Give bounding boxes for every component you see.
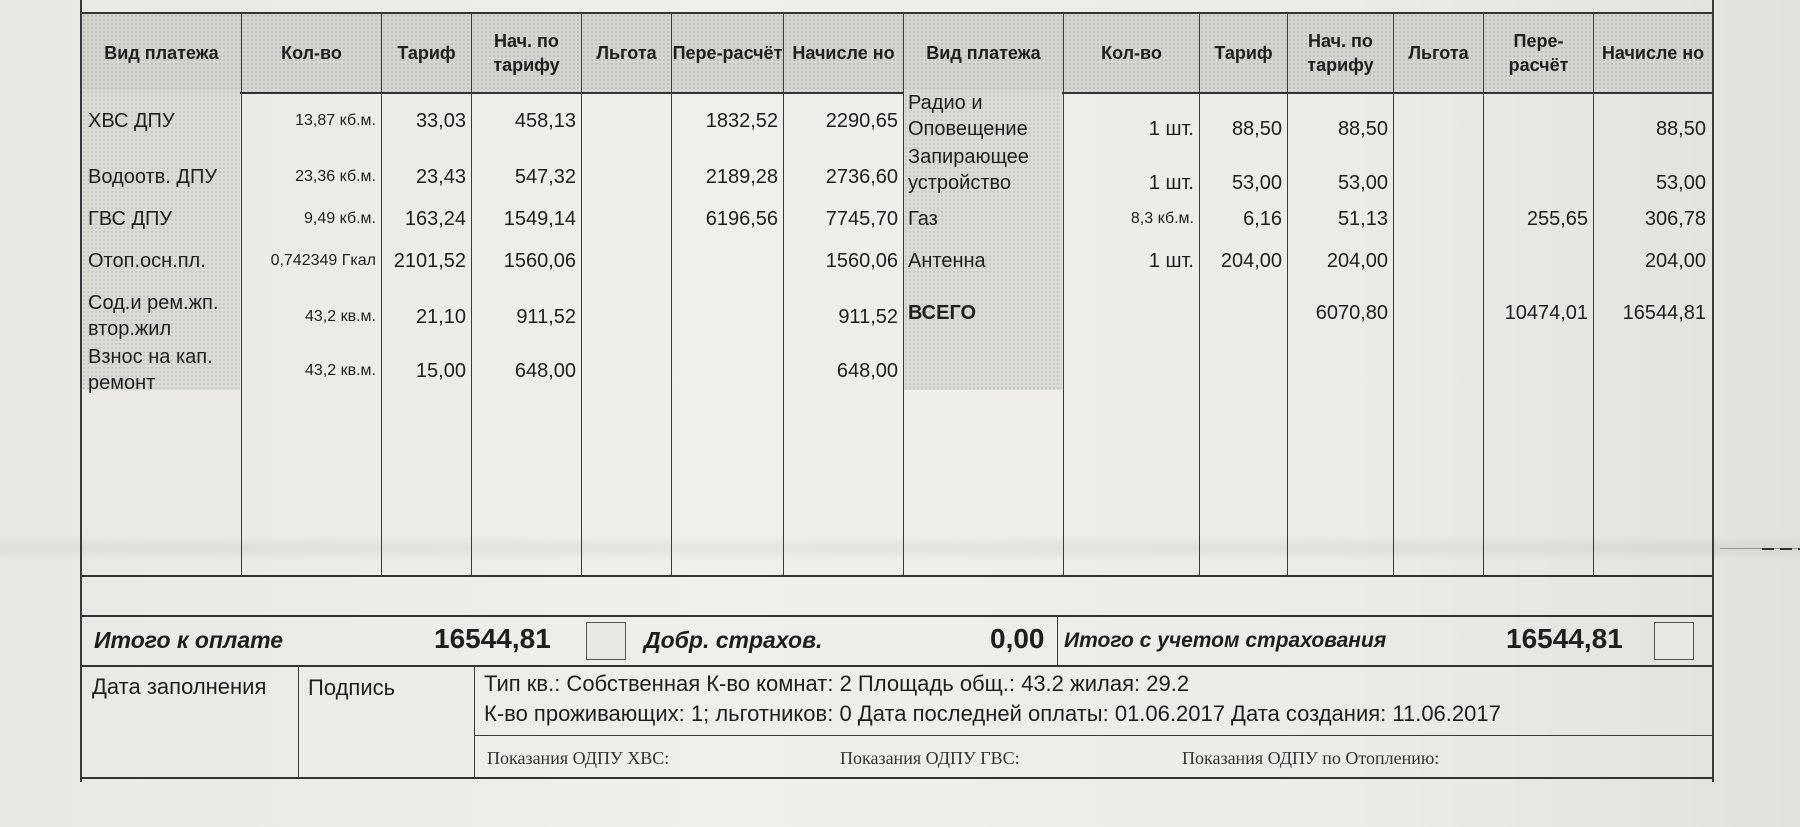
left-row-5-payment-type: Взнос на кап. ремонт xyxy=(88,346,213,394)
right-row-3-total: 204,00 xyxy=(1644,250,1706,272)
left-row-2-payment-type: ГВС ДПУ xyxy=(88,208,173,230)
body-column-left-quantity xyxy=(242,90,382,575)
table-body xyxy=(82,90,1712,577)
right-row-1-total: 53,00 xyxy=(1655,172,1706,194)
header-left-recalc: Пере-расчёт xyxy=(672,14,784,92)
left-row-3-tariff: 2101,52 xyxy=(393,250,466,272)
left-row-1-recalc: 2189,28 xyxy=(705,166,778,188)
header-right-tariff: Тариф xyxy=(1200,14,1288,92)
right-row-3-tariff: 204,00 xyxy=(1220,250,1282,272)
totals-row xyxy=(82,615,1712,667)
right-row-4-recalc: 10474,01 xyxy=(1504,302,1588,324)
left-row-4-quantity: 43,2 кв.м. xyxy=(305,308,376,325)
table-header xyxy=(82,12,1712,94)
body-column-right-quantity xyxy=(1064,90,1200,575)
right-row-0-tariff: 88,50 xyxy=(1231,118,1282,140)
odpu-gvs-label: Показания ОДПУ ГВС: xyxy=(840,748,1020,768)
apartment-info-line2: К-во проживающих: 1; льготников: 0 Дата последней оплаты: 01.06.2017 Дата создания: 11.06.2017 xyxy=(484,701,1501,726)
left-row-5-tariff: 15,00 xyxy=(415,360,466,382)
body-column-left-benefit xyxy=(582,90,672,575)
right-row-1-payment-type: Запирающее устройство xyxy=(908,146,1029,194)
left-row-3-charge: 1560,06 xyxy=(503,250,576,272)
left-row-3-quantity: 0,742349 Гкал xyxy=(270,252,376,269)
left-row-1-total: 2736,60 xyxy=(825,166,898,188)
right-row-3-charge: 204,00 xyxy=(1326,250,1388,272)
body-column-left-total xyxy=(784,90,904,575)
cut-marks xyxy=(1762,548,1800,550)
right-row-2-recalc: 255,65 xyxy=(1526,208,1588,230)
total-to-pay-label: Итого к оплате xyxy=(94,627,284,653)
insurance-label: Добр. страхов. xyxy=(644,627,823,653)
header-right-quantity: Кол-во xyxy=(1064,14,1200,92)
body-column-left-tariff xyxy=(382,90,472,575)
header-left-charge: Нач. по тарифу xyxy=(472,14,582,92)
footer-row xyxy=(82,665,1712,779)
left-row-4-charge: 911,52 xyxy=(516,306,576,328)
right-row-1-quantity: 1 шт. xyxy=(1148,172,1194,194)
right-row-2-total: 306,78 xyxy=(1644,208,1706,230)
right-row-2-quantity: 8,3 кб.м. xyxy=(1130,210,1194,227)
right-row-1-charge: 53,00 xyxy=(1337,172,1388,194)
left-row-1-tariff: 23,43 xyxy=(415,166,466,188)
left-row-2-total: 7745,70 xyxy=(825,208,898,230)
body-column-left-recalc xyxy=(672,90,784,575)
header-right-payment-type: Вид платежа xyxy=(904,14,1064,92)
right-row-3-payment-type: Антенна xyxy=(908,250,986,272)
right-row-1-tariff: 53,00 xyxy=(1231,172,1282,194)
header-left-benefit: Льгота xyxy=(582,14,672,92)
body-column-right-tariff xyxy=(1200,90,1288,575)
right-row-4-payment-type: ВСЕГО xyxy=(908,302,977,324)
header-left-tariff: Тариф xyxy=(382,14,472,92)
left-row-3-total: 1560,06 xyxy=(825,250,898,272)
with-insurance-label: Итого с учетом страхования xyxy=(1064,629,1387,652)
header-right-charge: Нач. по тарифу xyxy=(1288,14,1394,92)
header-right-benefit: Льгота xyxy=(1394,14,1484,92)
odpu-hvs-label: Показания ОДПУ ХВС: xyxy=(487,748,670,768)
header-right-recalc: Пере-расчёт xyxy=(1484,14,1594,92)
right-row-2-charge: 51,13 xyxy=(1337,208,1388,230)
left-row-0-tariff: 33,03 xyxy=(415,110,466,132)
header-right-total: Начисле но xyxy=(1594,14,1712,92)
total-to-pay-checkbox[interactable] xyxy=(586,622,626,660)
right-row-4-total: 16544,81 xyxy=(1622,302,1706,324)
header-left-payment-type: Вид платежа xyxy=(82,14,242,92)
with-insurance-value: 16544,81 xyxy=(1506,623,1623,654)
left-row-2-quantity: 9,49 кб.м. xyxy=(304,210,376,227)
left-row-2-charge: 1549,14 xyxy=(503,208,576,230)
right-row-0-total: 88,50 xyxy=(1655,118,1706,140)
odpu-heating-label: Показания ОДПУ по Отоплению: xyxy=(1182,748,1440,768)
utility-bill-table xyxy=(80,0,1714,782)
right-row-2-tariff: 6,16 xyxy=(1243,208,1282,230)
right-row-4-charge: 6070,80 xyxy=(1315,302,1388,324)
left-row-2-recalc: 6196,56 xyxy=(705,208,778,230)
footer-divider-1 xyxy=(298,665,299,777)
body-column-right-benefit xyxy=(1394,90,1484,575)
right-row-2-payment-type: Газ xyxy=(908,208,938,230)
with-insurance-checkbox[interactable] xyxy=(1654,622,1694,660)
left-row-3-payment-type: Отоп.осн.пл. xyxy=(88,250,206,272)
right-row-0-payment-type: Радио и Оповещение xyxy=(908,92,1028,140)
left-row-0-quantity: 13,87 кб.м. xyxy=(295,112,376,129)
signature-label: Подпись xyxy=(308,675,396,700)
left-row-4-tariff: 21,10 xyxy=(415,306,466,328)
total-to-pay-value: 16544,81 xyxy=(434,623,551,654)
left-row-4-payment-type: Сод.и рем.жп. втор.жил xyxy=(88,292,219,340)
left-row-2-tariff: 163,24 xyxy=(404,208,466,230)
left-row-0-total: 2290,65 xyxy=(825,110,898,132)
left-row-4-total: 911,52 xyxy=(838,306,898,328)
header-left-quantity: Кол-во xyxy=(242,14,382,92)
body-column-right-charge xyxy=(1288,90,1394,575)
apartment-info-line1: Тип кв.: Собственная К-во комнат: 2 Площадь общ.: 43.2 жилая: 29.2 xyxy=(484,671,1190,696)
left-row-5-total: 648,00 xyxy=(836,360,898,382)
left-row-0-recalc: 1832,52 xyxy=(705,110,778,132)
header-left-total: Начисле но xyxy=(784,14,904,92)
right-row-3-quantity: 1 шт. xyxy=(1148,250,1194,272)
right-row-0-charge: 88,50 xyxy=(1337,118,1388,140)
empty-row xyxy=(82,575,1712,617)
body-column-right-recalc xyxy=(1484,90,1594,575)
left-row-1-quantity: 23,36 кб.м. xyxy=(295,168,376,185)
insurance-value: 0,00 xyxy=(990,623,1045,654)
body-column-right-total xyxy=(1594,90,1712,575)
body-column-left-charge xyxy=(472,90,582,575)
date-filled-label: Дата заполнения xyxy=(92,674,267,699)
left-row-1-payment-type: Водоотв. ДПУ xyxy=(88,166,218,188)
left-row-0-payment-type: ХВС ДПУ xyxy=(88,110,175,132)
left-row-5-charge: 648,00 xyxy=(514,360,576,382)
left-row-0-charge: 458,13 xyxy=(514,110,576,132)
right-row-0-quantity: 1 шт. xyxy=(1148,118,1194,140)
left-row-1-charge: 547,32 xyxy=(514,166,576,188)
footer-divider-2 xyxy=(474,665,475,777)
footer-inner-line xyxy=(474,735,1712,736)
left-row-5-quantity: 43,2 кв.м. xyxy=(305,362,376,379)
totals-divider xyxy=(1057,615,1058,665)
